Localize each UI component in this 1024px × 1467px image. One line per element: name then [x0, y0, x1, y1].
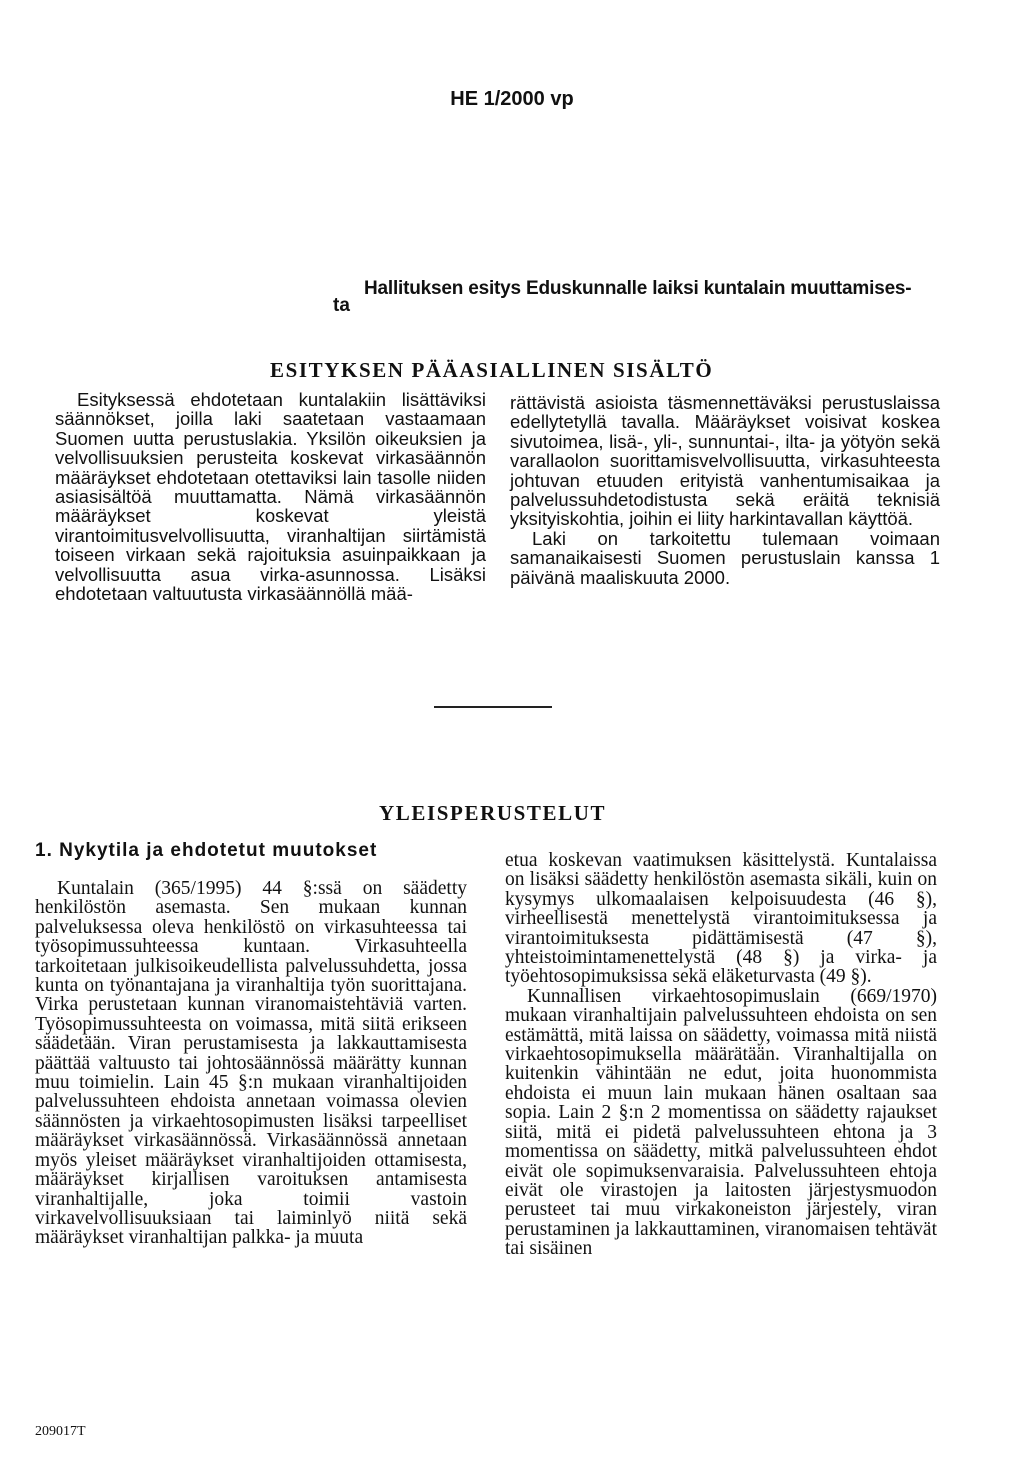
summary-paragraph: rättävistä asioista täsmennettäväksi perustuslaissa edellytetyllä tavalla. Määräykset voisivat koskea sivutoimea, lisä-, yli-, sunnuntai-, ilta- ja yötyön sekä varallaolon suorittamisvelvollisuutta, virkasuhteesta johtuvan etuuden erityistä vanhentumisaikaa ja palvelussuhdetodistusta sekä eräitä teknisiä yksityiskohtia, joihin ei liity harkintavallan käyttöä.	[510, 392, 940, 530]
body-paragraph: Kuntalain (365/1995) 44 §:ssä on säädetty henkilöstön asemasta. Sen mukaan kunnan palveluksessa oleva henkilöstö on virkasuhteessa tai työsopimussuhteessa kuntaan. Virkasuhteella tarkoitetaan julkisoikeudellista palvelussuhdetta, jossa kunta on työnantajana ja viranhaltija työn suorittajana. Virka perustetaan kunnan viranomaistehtäviä varten. Työsopimussuhteesta on voimassa, mitä siitä erikseen säädetään. Viran perustamisesta ja lakkauttamisesta päättää valtuusto tai johtosäännössä määrätty kunnan muu toimielin. Lain 45 §:n mukaan viranhaltijoiden palvelussuhteen ehdoista annetaan voimassa olevien säännösten ja virkaehtosopimusten lisäksi tarpeelliset määräykset virkasäännössä. Virkasäännössä annetaan myös yleiset määräykset viranhaltijoiden ottamisesta, määräykset kirjallisen varoituksen antamisesta viranhaltijalle, joka toimii vastoin virkavelvollisuuksiaan tai laiminlyö niitä sekä määräykset viranhaltijan palkka- ja muuta	[35, 878, 467, 1249]
summary-right-column	[510, 393, 940, 587]
summary-heading: ESITYKSEN PÄÄASIALLINEN SISÄLTÖ	[270, 358, 714, 382]
summary-paragraph: Laki on tarkoitettu tulemaan voimaan samanaikaisesti Suomen perustuslain kanssa 1 päivänä maaliskuuta 2000.	[510, 527, 940, 588]
general-right-column	[505, 851, 937, 1259]
bill-title: Hallituksen esitys Eduskunnalle laiksi kuntalain muuttamises-	[364, 278, 912, 299]
body-paragraph: Kunnallisen virkaehtosopimuslain (669/1970) mukaan viranhaltijain palvelussuhteen ehdoista on sen estämättä, mitä laissa on säädetty, voimassa mitä niistä virkaehtosopimuksella määrätään. Viranhaltijalla on kuitenkin vähintään ne edut, joita huonommista ehdoista ei muun lain mukaan hänen osaltaan saa sopia. Lain 2 §:n 2 momentissa on säädetty rajaukset siitä, mitä ei pidetä palvelussuhteen ehtona ja 3 momentissa on säädetty, mitkä palvelussuhteen ehdot eivät ole sopimuksenvaraisia. Palvelussuhteen ehtoja eivät ole virastojen ja laitosten järjestysmuodon perusteet tai muu virkakoneiston järjestely, viran perustaminen ja lakkauttaminen, viranomaisen tehtävät tai sisäinen	[505, 985, 937, 1260]
general-heading: YLEISPERUSTELUT	[379, 801, 607, 825]
general-left-column	[35, 879, 467, 1248]
subsection-heading: 1. Nykytila ja ehdotetut muutokset	[35, 840, 378, 861]
body-paragraph: etua koskevan vaatimuksen käsittelystä. Kuntalaissa on lisäksi säädetty henkilöstön asemasta sikäli, kuin on kysymys ulkomaalaisen kelpoisuudesta (46 §), virheellisestä menettelystä virantoimituksessa ja virantoimituksesta pidättämisestä (47 §), yhteistoimintamenettelystä (48 §) ja virka- ja työehtosopimuksissa sekä eläketurvasta (49 §).	[505, 850, 937, 988]
summary-left-column	[55, 390, 486, 603]
print-code: 209017T	[35, 1424, 86, 1439]
document-header: HE 1/2000 vp	[450, 88, 574, 110]
summary-paragraph: Esityksessä ehdotetaan kuntalakiin lisättäviksi säännökset, joilla laki saatetaan vastaamaan Suomen uutta perustuslakia. Yksilön oikeuksien ja velvollisuuksien perusteita koskevat virkasäännön määräykset ehdotetaan otettaviksi lain tasolle niiden asiasisältöä muuttamatta. Nämä virkasäännön määräykset koskevat yleistä virantoimitusvelvollisuutta, viranhaltijan siirtämistä toiseen virkaan sekä rajoituksia asuinpaikkaan ja velvollisuutta asua virka-asunnossa. Lisäksi ehdotetaan valtuutusta virkasäännöllä mää-	[55, 389, 486, 605]
bill-title-continuation: ta	[333, 295, 350, 316]
section-separator	[434, 706, 552, 708]
